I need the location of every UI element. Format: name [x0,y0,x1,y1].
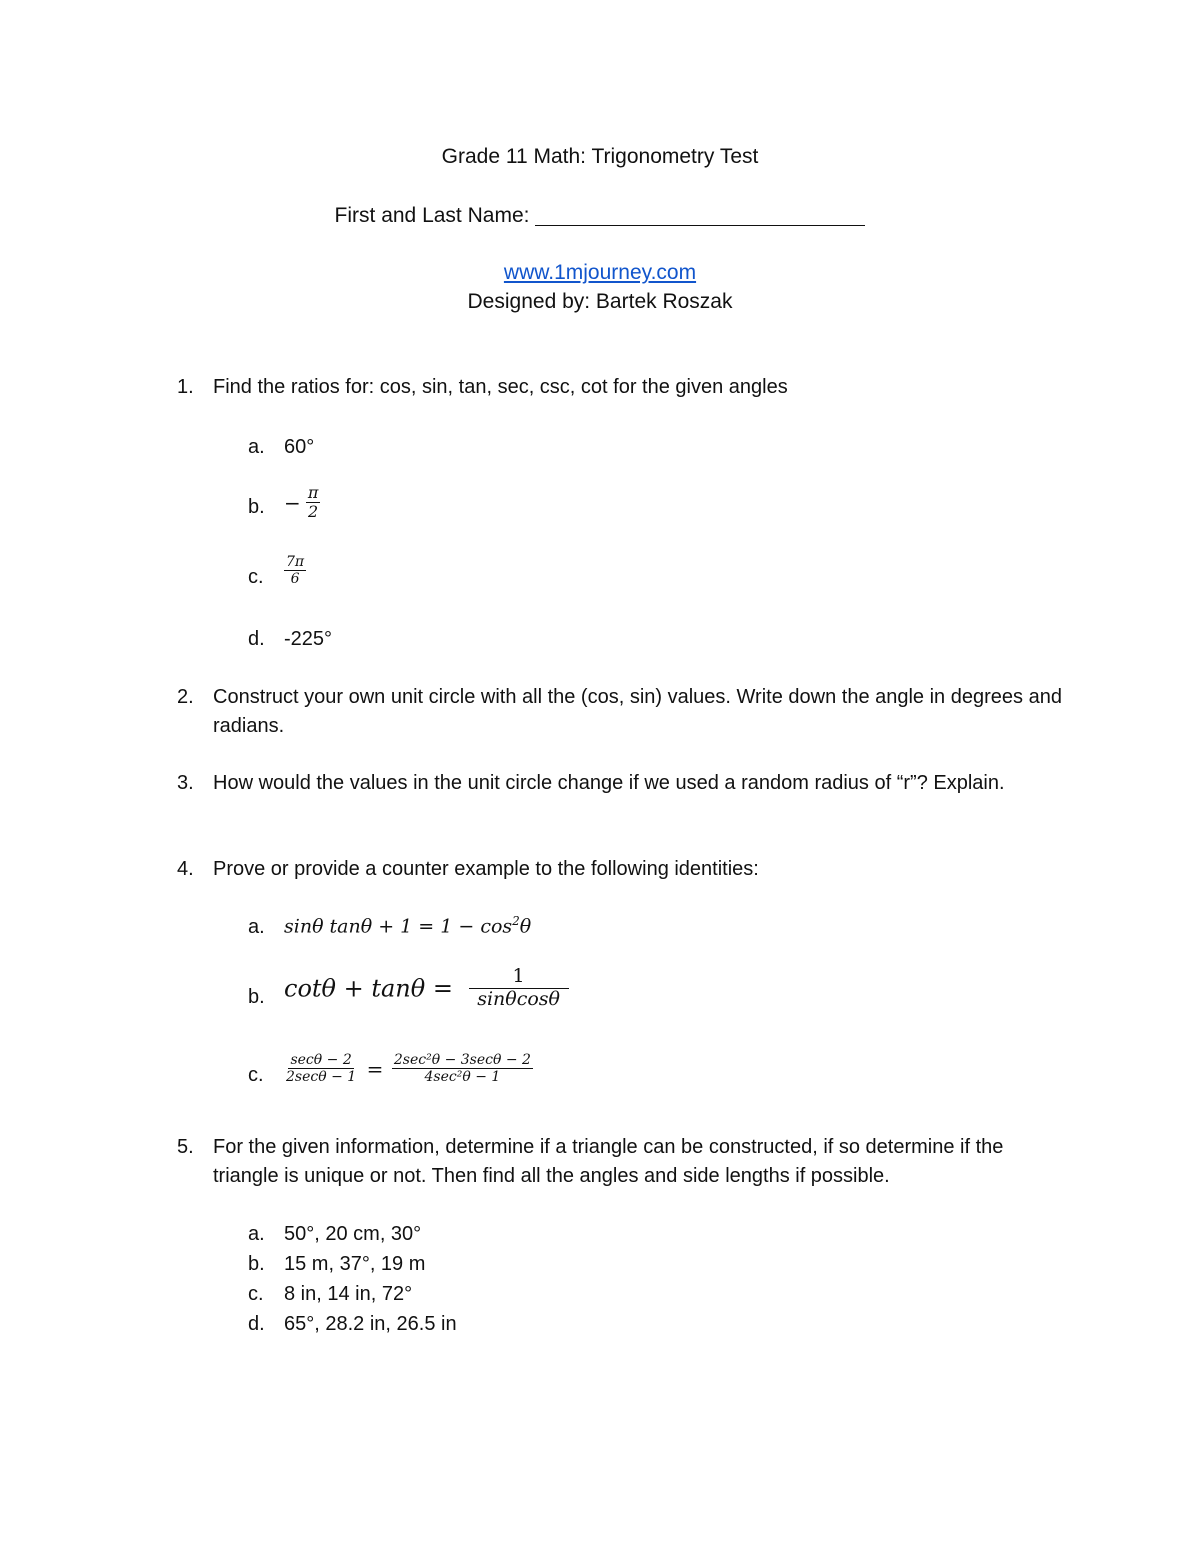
fraction-denominator: 4sec²θ − 1 [424,1069,501,1086]
fraction-denominator: 2secθ − 1 [286,1069,357,1086]
question-text: How would the values in the unit circle change if we used a random radius of “r”? Explain. [213,772,1005,794]
identity-equation [284,966,569,1011]
question-text: For the given information, determine if a triangle can be constructed, if so determine if the triangle is unique or not. Then find all the angles and side lengths if possible. [213,1136,1004,1187]
part-label: c. [248,566,264,588]
part-label: d. [248,628,265,650]
part-label: c. [248,1283,264,1305]
question-text: Prove or provide a counter example to the following identities: [213,858,759,880]
question-number: 3. [177,772,194,794]
equation-text: cotθ + tanθ = [284,974,453,1003]
fraction-numerator: 2sec²θ − 3secθ − 2 [393,1052,531,1068]
part-label: b. [248,1253,265,1275]
part-text: -225° [284,628,333,650]
fraction-denominator: 6 [290,571,300,588]
question-text: Construct your own unit circle with all the (cos, sin) values. Write down the angle in degrees and radians. [213,686,1062,737]
part-label: a. [248,1223,265,1245]
question-number: 4. [177,858,194,880]
name-field-line [0,203,1200,228]
identity-equation [284,914,531,937]
angle-fraction [284,484,320,522]
fraction-numerator: π [307,483,319,502]
exponent: 2 [512,914,520,928]
equals-sign: = [366,1056,384,1081]
question-number: 2. [177,686,194,708]
question-text: Find the ratios for: cos, sin, tan, sec, csc, cot for the given angles [213,376,788,398]
part-label: c. [248,1064,264,1086]
part-text: 60° [284,436,315,458]
fraction-numerator: 1 [469,966,569,989]
name-blank[interactable] [535,203,865,226]
part-text: 65°, 28.2 in, 26.5 in [284,1313,457,1335]
fraction-numerator: 7π [286,554,305,570]
part-label: d. [248,1313,265,1335]
website-link[interactable]: www.1mjourney.com [503,261,697,284]
part-text: 8 in, 14 in, 72° [284,1283,413,1305]
identity-equation [284,1052,533,1085]
equation-tail: θ [519,915,532,938]
part-text: 15 m, 37°, 19 m [284,1253,426,1275]
part-label: b. [248,496,265,518]
part-label: b. [248,986,265,1008]
part-label: a. [248,916,265,938]
fraction-numerator: secθ − 2 [290,1052,352,1068]
page-title: Grade 11 Math: Trigonometry Test [441,145,759,168]
designer-credit: Designed by: Bartek Roszak [467,290,733,313]
equation-text: sinθ tanθ + 1 = 1 − cos [284,915,513,938]
part-label: a. [248,436,265,458]
question-number: 1. [177,376,194,398]
fraction-denominator: sinθcosθ [477,987,560,1010]
part-text: 50°, 20 cm, 30° [284,1223,422,1245]
fraction-denominator: 2 [308,502,319,522]
question-number: 5. [177,1136,194,1158]
minus-sign: − [284,490,301,515]
name-label: First and Last Name: [334,204,530,227]
angle-fraction [284,554,306,587]
